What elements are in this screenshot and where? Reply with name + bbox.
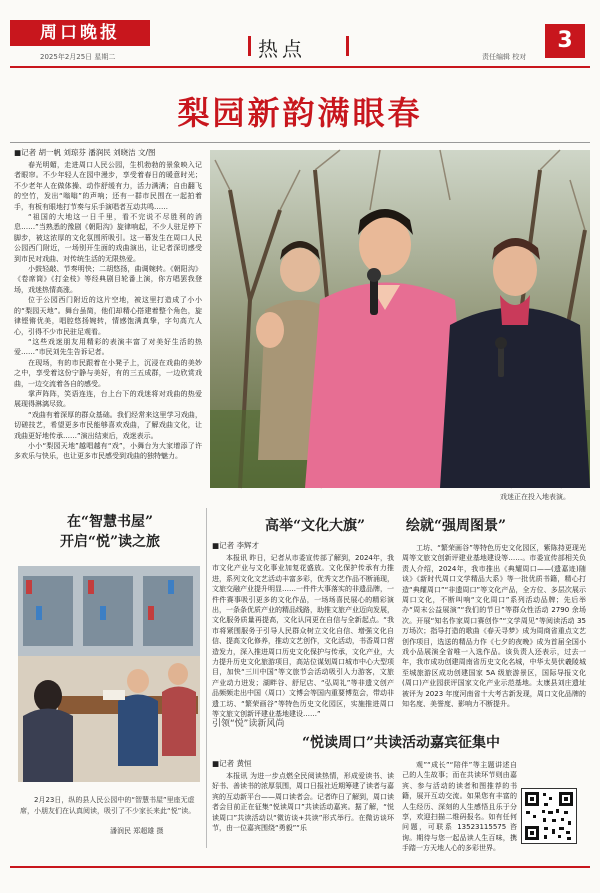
lead-paragraph: “戏曲有着深厚的群众基础。我们经常来这里学习戏曲，切磋技艺，希望更多市民能够喜欢戏曲，了解戏曲文化，让戏曲更好地传承……”演出结束后，戏迷表示。 xyxy=(14,410,202,440)
sidebar-caption: 2月23日，纵的县人民公园中的“智慧书屋”里座无虚席，小朋友们在认真阅读，吸引了不少家长来此“悦”读。 xyxy=(20,796,196,815)
section-title: 热点 xyxy=(258,37,306,61)
sidebar-photo xyxy=(18,566,200,782)
lead-photo xyxy=(210,150,590,488)
sidebar-headline xyxy=(20,512,200,552)
reading-column-2 xyxy=(402,760,517,858)
reading-room-photo xyxy=(18,566,200,782)
sidebar-headline-line2: 开启“悦”读之旅 xyxy=(59,534,161,550)
headline-rule xyxy=(10,142,590,143)
culture-paragraph: 本报讯 昨日，记者从市委宣传部了解到，2024年，我市文化产业与文化事业加复花盛放。文化保护传承有力推进，系列文化文艺活动丰富多彩，优秀文艺作品不断涌现，文旅交融产业提升明显……一件件大事落实的非遗品牌，一件件赛事吸引更多的文化作品，一场场喜民展心的精彩演出，一条条优质产业的精品线路，助推文旅产业迈向发展，文化服务质量再提高，文化认同更在自信与全新起点。“我市将紧围服务于引导人民群众树立文化自信、增强文化自信、提高文化修养，推动文艺创作，文化活动，书香周口营造发力，深入推进周口历史文化保护与传承，文化产业，大力提升历史文化旅游项目，高站位谋划周口城市中心大型项目，加快“三川中国”等文旅节会活动吸引人力游客，文旅产业动力迸发；湖畔谷、舒尼店、“弘周礼”等非遗文创产品频频走出中国（周口）文博会等国内重要博览会，带动非遗工坊、“繁荣画谷”等特色历史文化园区，实施推进周口等文旅文创新评建业基地建设……” xyxy=(212,554,394,719)
masthead-logo: 周口晚报 xyxy=(10,20,150,46)
culture-headline-part2: 绘就“强周图景” xyxy=(406,518,507,534)
opera-performers-photo xyxy=(210,150,590,488)
editor-credits: 责任编辑 校对 xyxy=(482,53,527,61)
reading-column-1 xyxy=(212,771,394,857)
lead-paragraph: 小鼓轻敲、节奏明快；二胡悠扬，曲调婉转。《朝阳沟》《卷席筒》《打金枝》等经典剧目轮番上演，你方唱罢我登场，戏迷热情高涨。 xyxy=(14,265,202,294)
lead-byline: ■记者 胡一帆 刘琼芬 潘润民 刘晓洁 文/图 xyxy=(14,148,156,157)
lead-headline: 梨园新韵满眼春 xyxy=(177,94,423,132)
culture-headline-part1: 高举“文化大旗” xyxy=(265,518,366,534)
column-divider xyxy=(206,508,207,848)
lead-paragraph: “祖国的大地这一日千里，看不完说不尽胜利的消息……”当熟悉的豫剧《朝阳沟》旋律响起，不少人驻足停下脚步，被这浓厚的文化氛围所吸引。这一幕发生在周口人民公园西门附近，一场别开生面的戏曲演出，让记者深切感受到市民对戏曲、对传统生活的无限热爱。 xyxy=(14,213,202,263)
lead-paragraph: 小小“梨园天地”越唱越有“戏”，小舞台为大家增添了许多欢乐与快乐，也让更多市民感受到戏曲的独特魅力。 xyxy=(14,441,202,461)
page-number: 3 xyxy=(545,24,585,58)
lead-paragraph: 掌声阵阵，笑语连连，台上台下的戏迷将对戏曲的热爱展现得淋漓尽致。 xyxy=(14,389,202,409)
header-rule xyxy=(10,66,590,68)
lead-photo-caption: 戏迷正在投入地表演。 xyxy=(500,493,570,501)
reading-paragraph: 本报讯 为进一步点燃全民阅读热情，形成爱读书、读好书、善读书的浓厚氛围，周口日报社近期筹建了读者与嘉宾的互动新平台——周口读者会。记者昨日了解到，周口读者会目前正在征集“悦读周口”共读活动嘉宾。据了解，“悦读周口”共读活动以“微访谈+共读”形式举行。在微访谈环节，由一位嘉宾围绕“勇毅”“乐 xyxy=(212,772,394,833)
footer-rule xyxy=(10,866,590,868)
qr-code-icon[interactable] xyxy=(521,788,577,844)
lead-paragraph: 位于公园西门附近的这片空地，被这里打造成了小小的“梨园天地”。舞台虽简，他们却精心搭建着整个角色，旋律铿锵优美，唱腔悠扬婉转，情感饱满真挚，字句高亢人心，引得不少市民驻足观看。 xyxy=(14,296,202,336)
dateline: 2025年2月25日 星期二 xyxy=(40,53,116,61)
lead-paragraph: 在现场，有的市民跟着在小凳子上，沉浸在戏曲的美妙之中，享受着这份宁静与美好，有的三五成群，一边欣赏戏曲，一边交流着各自的感受。 xyxy=(14,358,202,388)
lead-paragraph: “这些戏迷朋友用精彩的表演丰富了对美好生活的热爱……”市民刘先生告诉记者。 xyxy=(14,337,202,357)
reading-paragraph: 观”“成长”“陪伴”等主题讲述自己的人生故事；而在共读环节则由嘉宾、参与活动的读者和图推荐的书籍，展开互动交流。如果您有丰富的人生经历、深刻的人生感悟且乐于分享，欢迎扫描二维码报名。如有任何问题，可联系 13523115575 咨询。期待与您一起品读人生百味，携手踏一方天地人心的多彩世界。 xyxy=(402,761,517,853)
culture-column-1 xyxy=(212,553,394,719)
section-bar-right xyxy=(346,36,349,56)
culture-byline: ■记者 李辉才 xyxy=(212,541,259,550)
lead-paragraph: 春光明媚，走进周口人民公园，生机勃勃的景象映入记者眼帘。不少年轻人在园中漫步，享受着春日的暖意时光；不少老年人在做体操、动作舒缓有力，活力满满；自由翻飞的空竹，发出“嗡嗡”的声响；还有一群市民围在一起拍着手，有板有眼地打节奏与乐手演唱者互动共鸣…… xyxy=(14,161,202,211)
reading-byline: ■记者 黄恒 xyxy=(212,759,252,768)
lead-body xyxy=(14,160,202,500)
reading-kicker: 引领“悦”读新风尚 xyxy=(212,719,285,729)
reading-headline: “悦读周口”共读活动嘉宾征集中 xyxy=(301,735,501,751)
culture-column-2 xyxy=(402,543,586,709)
sidebar-photo-credit: 潘润民 郑超雄 摄 xyxy=(110,827,164,835)
sidebar-headline-line1: 在“智慧书屋” xyxy=(66,514,154,530)
section-bar-left xyxy=(248,36,251,56)
culture-paragraph: 工坊、“繁荣画谷”等特色历史文化园区，紫陈持更现光周等文旅文创新评建业基地建设等……。市委宣传部相关负责人介绍，2024年，我市推出《典耀周口——(遗嘉迹)随谈》《新时代周口文学精品大系》等一批优质书籍，精心打造“典耀周口”“非遗周口”等文化产品，全方位、多层次展示周口文化，不断叫响“文化周口”系列活动品牌；先后举办“周末公益展演”“我们的节日”等群众性活动 2790 余场次。开展“知名作家周口赛创作”“文学周见”等阅读活动 35 万场次；指导打造的歌曲《春天寻梦》成为周商省重点文艺创作项目，选送的精品力作《七夕的夜晚》成为首届全国小戏小品展演全省唯一入选作品。该负责人还表示，过去一年，我市成功创建周南省历史文化名城，中华太昊伏羲陵城至城旅游区成功创建国家 5A 级旅游景区，国际导报文化(周口)产业园获评国家文化产业示范基地。太康县刘庄遗址被评为 2023 年度河南省十大考古新发现，周口文化品牌的知名度、美誉度、影响力不断提升。 xyxy=(402,544,586,709)
